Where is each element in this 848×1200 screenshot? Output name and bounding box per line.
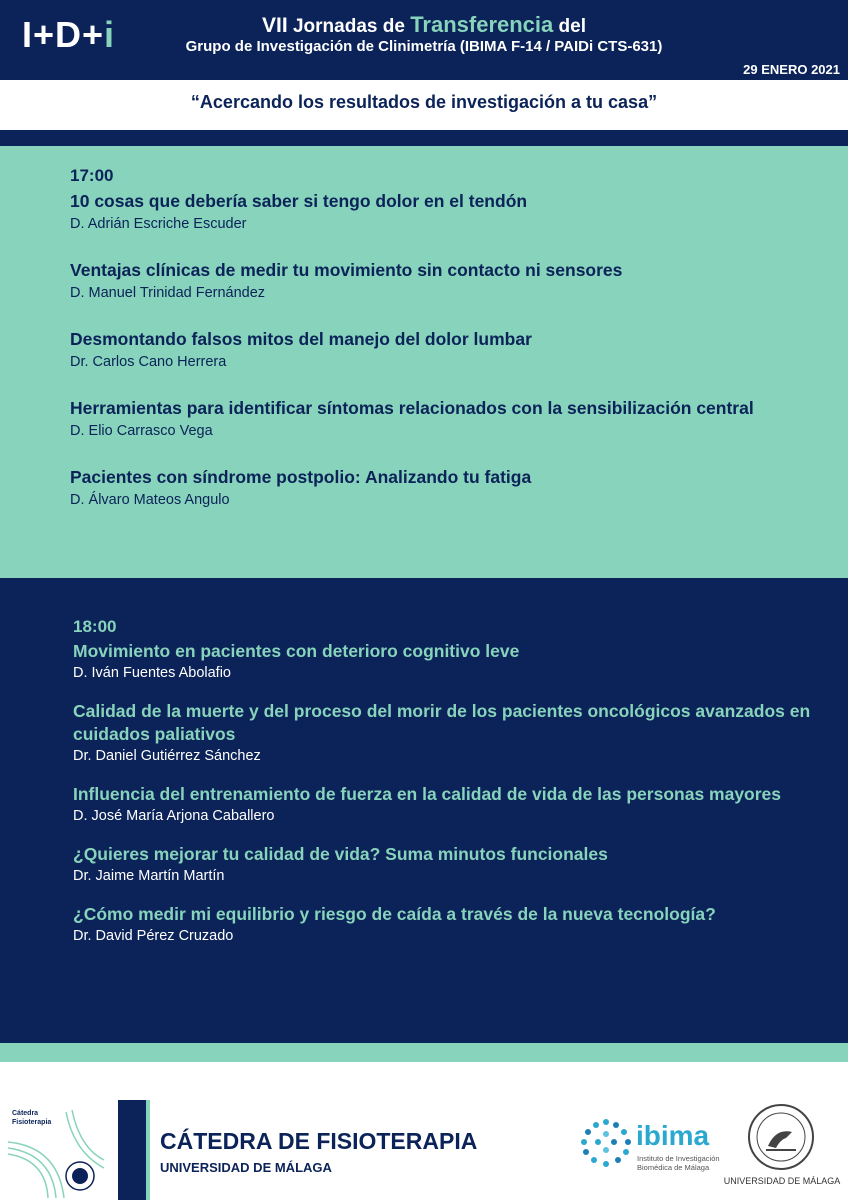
talk-speaker: D. Iván Fuentes Abolafio: [73, 665, 231, 681]
catedra-logo-line2: Fisioterapia: [12, 1119, 52, 1126]
talk-speaker: D. Adrián Escriche Escuder: [70, 216, 247, 232]
header-post: del: [558, 16, 586, 37]
talk-speaker: Dr. Carlos Cano Herrera: [70, 354, 227, 370]
talk-speaker: Dr. David Pérez Cruzado: [73, 928, 234, 944]
footer-divider-strip: [0, 1043, 848, 1062]
talk-title: Ventajas clínicas de medir tu movimiento sin contacto ni sensores: [70, 260, 623, 280]
talk-item: [73, 640, 833, 681]
talk-speaker: D. José María Arjona Caballero: [73, 808, 275, 824]
ibima-subtitle-line1: Instituto de Investigación: [637, 1154, 720, 1163]
footer: [0, 1062, 848, 1200]
talk-speaker: D. Álvaro Mateos Angulo: [70, 492, 230, 508]
talk-speaker: D. Elio Carrasco Vega: [70, 423, 213, 439]
talk-item: [70, 189, 830, 232]
talk-title: Desmontando falsos mitos del manejo del dolor lumbar: [70, 329, 532, 349]
idi-logo-main: I+D+: [22, 14, 105, 55]
catedra-title: CÁTEDRA DE FISIOTERAPIA: [160, 1128, 478, 1154]
header-pre: Jornadas de: [292, 16, 405, 37]
session-time: 18:00: [73, 617, 117, 636]
ibima-wordmark: ibima: [636, 1120, 710, 1151]
talk-item: [73, 843, 833, 884]
talk-speaker: D. Manuel Trinidad Fernández: [70, 285, 266, 301]
talk-item: [73, 783, 833, 824]
session-time: 17:00: [70, 166, 114, 185]
header-edition: VII: [262, 14, 288, 37]
header-title-line2: Grupo de Investigación de Clinimetría (IBIMA F-14 / PAIDi CTS-631): [185, 38, 663, 55]
header-accent-word: Transferencia: [410, 12, 554, 37]
talk-item: [73, 903, 833, 944]
catedra-subtitle: UNIVERSIDAD DE MÁLAGA: [160, 1160, 332, 1175]
session-content: [70, 166, 830, 534]
talk-item: [70, 327, 830, 370]
talk-item: [73, 700, 833, 764]
divider-strip: [0, 130, 848, 146]
talk-item: [70, 396, 830, 439]
tagline: “Acercando los resultados de investigación a tu casa”: [190, 92, 658, 112]
uma-name: UNIVERSIDAD DE MÁLAGA: [723, 1176, 841, 1186]
footer-accent-bar-teal: [146, 1100, 150, 1200]
talk-speaker: Dr. Daniel Gutiérrez Sánchez: [73, 748, 261, 764]
header-banner: [0, 0, 848, 80]
talk-title: Calidad de la muerte y del proceso del morir de los pacientes oncológicos avanzados en cuidados paliativos: [73, 701, 811, 744]
uma-seal-icon: [746, 1102, 816, 1172]
idi-logo-accent: i: [104, 14, 116, 55]
ibima-subtitle-line2: Biomédica de Málaga: [637, 1163, 710, 1172]
session-1800: [0, 578, 848, 1043]
talk-title: 10 cosas que debería saber si tengo dolor en el tendón: [70, 191, 528, 211]
talk-title: Influencia del entrenamiento de fuerza en la calidad de vida de las personas mayores: [73, 784, 782, 804]
catedra-logo-line1: Cátedra: [12, 1110, 39, 1117]
session-1700: [0, 146, 848, 578]
footer-accent-bar: [118, 1100, 146, 1200]
talk-title: Pacientes con síndrome postpolio: Analizando tu fatiga: [70, 467, 532, 487]
event-date: 29 ENERO 2021: [743, 62, 840, 77]
header-title-line1: [0, 12, 848, 38]
talk-item: [70, 465, 830, 508]
talk-title: Movimiento en pacientes con deterioro cognitivo leve: [73, 641, 520, 661]
talk-item: [70, 258, 830, 301]
talk-title: ¿Quieres mejorar tu calidad de vida? Suma minutos funcionales: [73, 844, 608, 864]
session-content: [73, 617, 833, 963]
talk-title: Herramientas para identificar síntomas relacionados con la sensibilización central: [70, 398, 754, 418]
talk-speaker: Dr. Jaime Martín Martín: [73, 868, 225, 884]
talk-title: ¿Cómo medir mi equilibrio y riesgo de caída a través de la nueva tecnología?: [73, 904, 716, 924]
ibima-dots-icon: [576, 1116, 636, 1172]
